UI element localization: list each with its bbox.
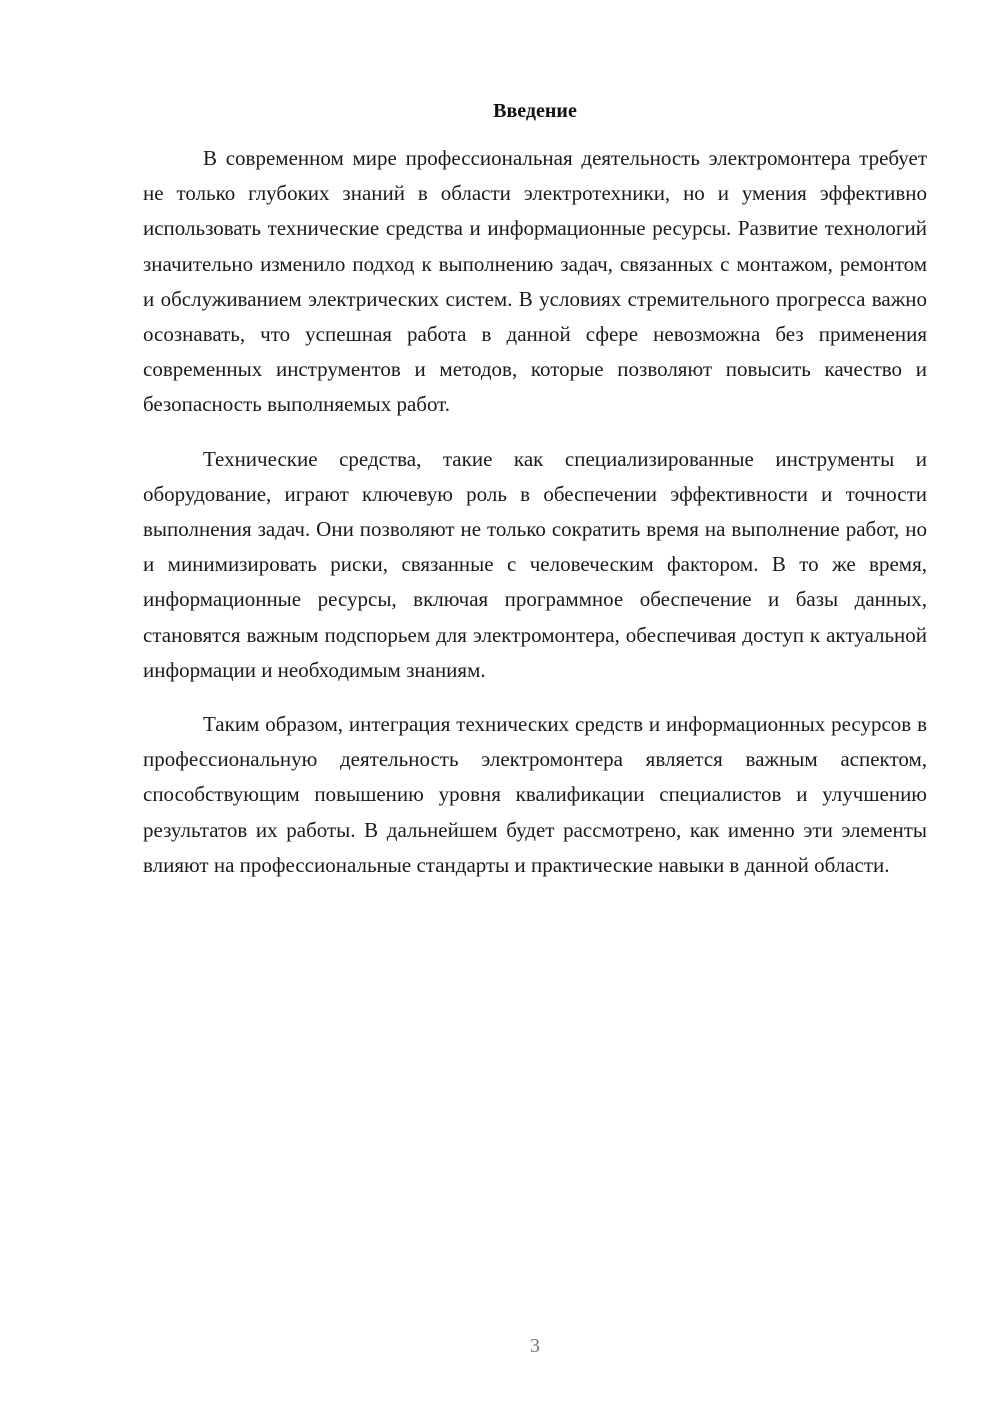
paragraph-1: В современном мире профессиональная деятельность электромонтера требует не только глубоких знаний в области электротехники, но и умения эффективно использовать технические средства и информационные ресурсы. Развитие технологий значительно изменило подход к выполнению задач, связанных с монтажом, ремонтом и обслуживанием электрических систем. В условиях стремительного прогресса важно осознавать, что успешная работа в данной сфере невозможна без применения современных инструментов и методов, которые позволяют повысить качество и безопасность выполняемых работ. <box>143 146 927 417</box>
page-number: 3 <box>530 1335 540 1357</box>
section-title: Введение <box>493 100 577 122</box>
paragraph-2: Технические средства, такие как специализированные инструменты и оборудование, играют ключевую роль в обеспечении эффективности и точности выполнения задач. Они позволяют не только сократить время на выполнение работ, но и минимизировать риски, связанные с человеческим фактором. В то же время, информационные ресурсы, включая программное обеспечение и базы данных, становятся важным подспорьем для электромонтера, обеспечивая доступ к актуальной информации и необходимым знаниям. <box>143 446 927 682</box>
page-content <box>143 95 927 902</box>
paragraph-3: Таким образом, интеграция технических средств и информационных ресурсов в профессиональную деятельность электромонтера является важным аспектом, способствующим повышению уровня квалификации специалистов и улучшению результатов их работы. В дальнейшем будет рассмотрено, как именно эти элементы влияют на профессиональные стандарты и практические навыки в данной области. <box>143 712 927 877</box>
